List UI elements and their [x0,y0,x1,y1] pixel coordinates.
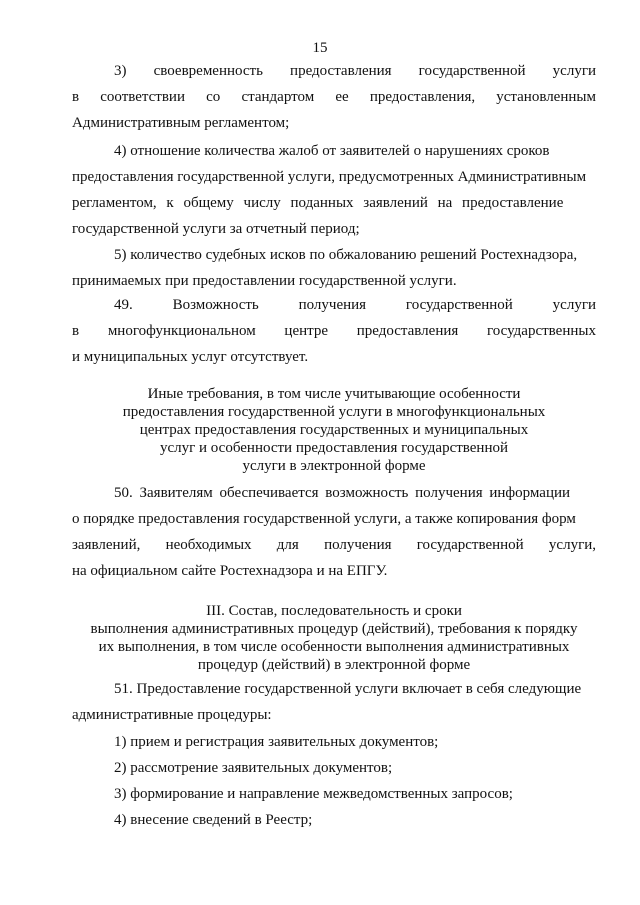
text-line: предоставления государственной услуги, предусмотренных Административным [72,169,587,185]
paragraph-item-3 [72,58,596,136]
page-number: 15 [312,40,328,56]
text-line: в соответствии со стандартом ее предоставления, установленным [72,89,596,105]
list-item: 4) внесение сведений в Реестр; [114,812,313,828]
procedure-list [72,729,596,833]
list-item: 3) формирование и направление межведомственных запросов; [114,786,513,802]
text-line: заявлений, необходимых для получения государственной услуги, [72,537,596,553]
text-line: 51. Предоставление государственной услуги включает в себя следующие [114,681,582,697]
chapter-heading: III. Состав, последовательность и сроки выполнения административных процедур (действий), требования к порядку их выполнения, в том числе особенности выполнения административных процедур (действий) в электронной форме [90,603,578,673]
text-line: 3) своевременность предоставления государственной услуги [114,63,596,79]
text-line: регламентом, к общему числу поданных заявлений на предоставление [72,195,564,211]
text-line: 50. Заявителям обеспечивается возможность получения информации [114,485,571,501]
text-line: 5) количество судебных исков по обжалованию решений Ростехнадзора, [114,247,578,263]
text-line: Административным регламентом; [72,115,290,131]
text-line: в многофункциональном центре предоставления государственных [72,323,596,339]
text-line: о порядке предоставления государственной услуги, а также копирования форм [72,511,576,527]
text-line: на официальном сайте Ростехнадзора и на ЕПГУ. [72,563,388,579]
text-line: 49. Возможность получения государственной услуги [114,297,596,313]
paragraph-51 [72,676,596,728]
paragraph-49 [72,292,596,370]
list-item: 2) рассмотрение заявительных документов; [114,760,393,776]
text-line: 4) отношение количества жалоб от заявителей о нарушениях сроков [114,143,550,159]
paragraph-item-5 [72,242,596,294]
text-line: административные процедуры: [72,707,272,723]
section-heading: Иные требования, в том числе учитывающие особенности предоставления государственной услуги в многофункциональных центрах предоставления государственных и муниципальных услуг и особенности предоставления государственной услуги в электронной форме [122,386,546,474]
text-line: принимаемых при предоставлении государственной услуги. [72,273,457,289]
paragraph-item-4 [72,138,596,242]
text-line: государственной услуги за отчетный период; [72,221,360,237]
list-item: 1) прием и регистрация заявительных документов; [114,734,439,750]
text-line: и муниципальных услуг отсутствует. [72,349,309,365]
paragraph-50 [72,480,596,584]
